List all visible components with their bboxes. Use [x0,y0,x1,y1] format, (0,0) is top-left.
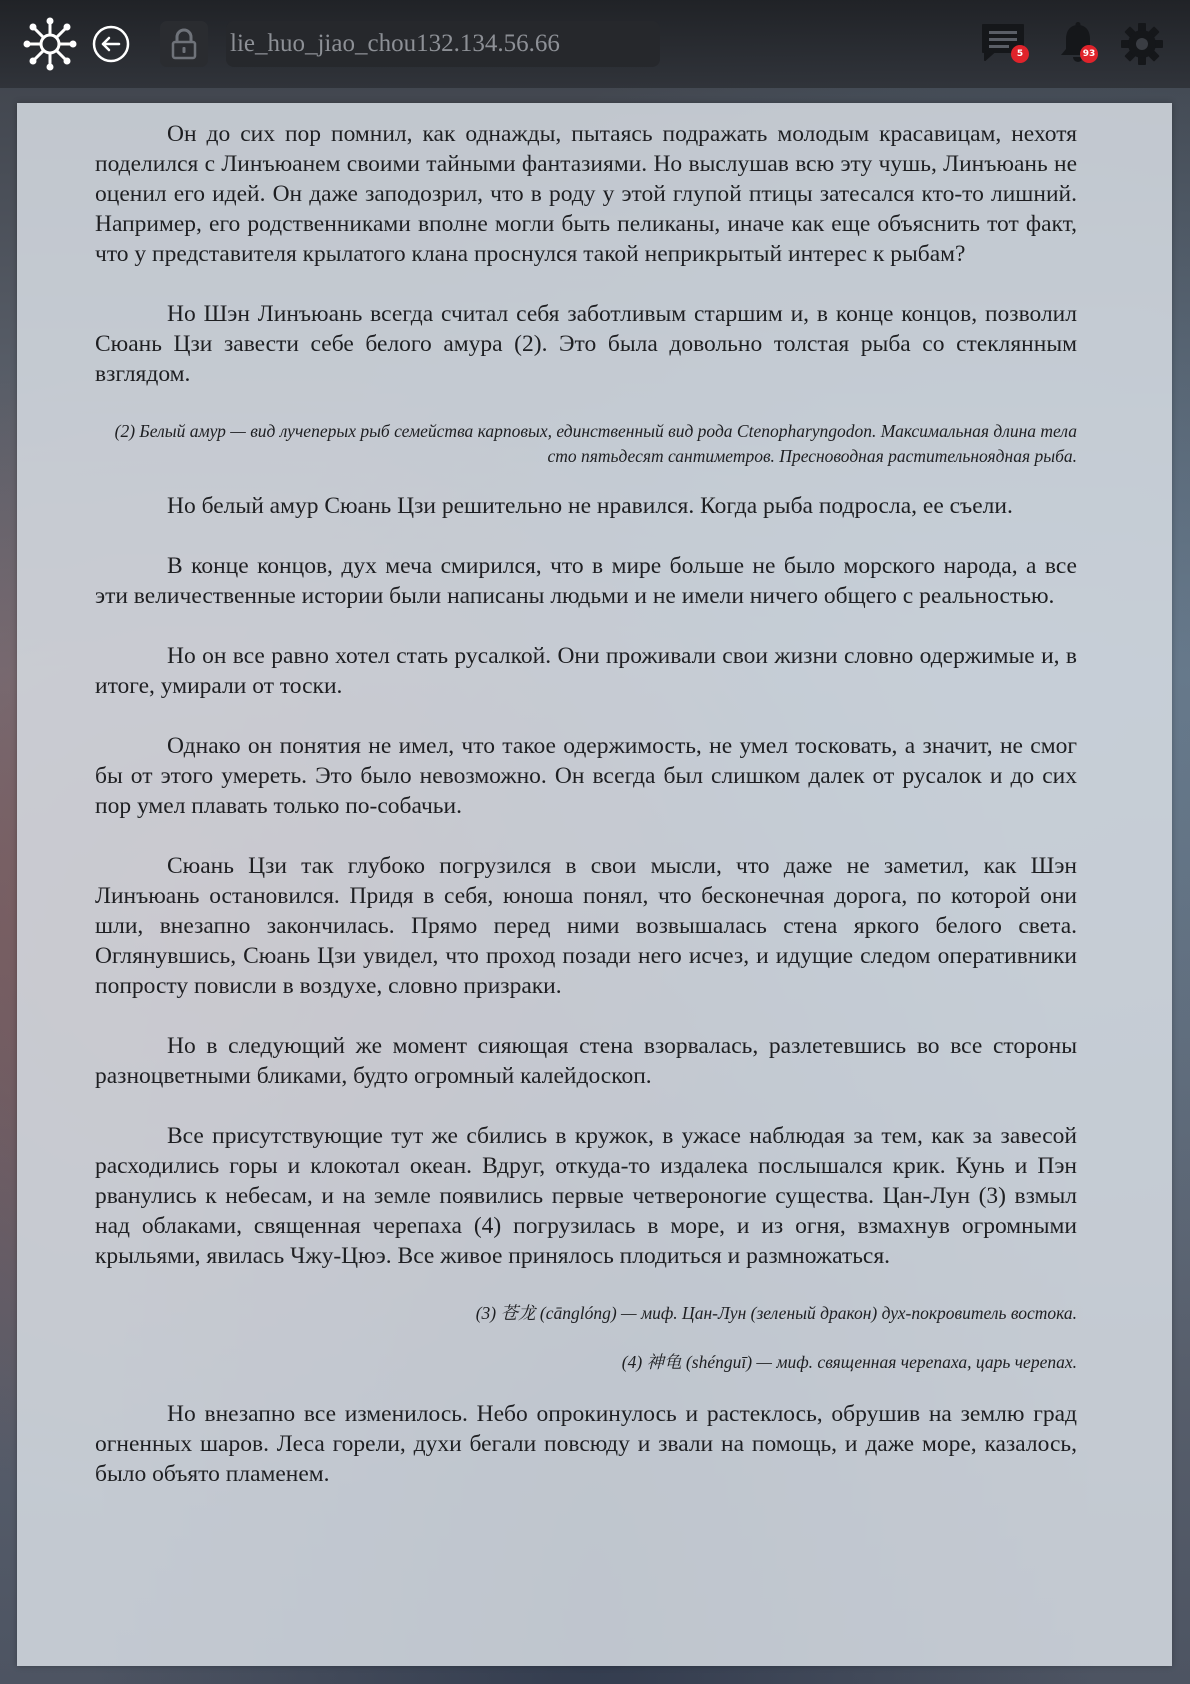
back-arrow-icon[interactable] [92,25,130,63]
footnote: (4) 神龟 (shénguī) — миф. священная черепаха, царь черепах. [621,1352,1077,1372]
network-hub-icon[interactable] [22,16,78,72]
paragraph: Все присутствующие тут же сбились в кружок, в ужасе наблюдая за тем, как за завесой расходились горы и клокотал океан. Вдруг, откуда-то издалека послышался крик. Кунь и Пэн рванулись к небесам, и на земле появились первые четвероногие существа. Цан-Лун (3) взмыл над облаками, священная черепаха (4) погрузилась в море, и из огня, взмахнув огромными крыльями, явилась Чжу-Цюэ. Все живое принялось плодиться и размножаться. [95,1123,1077,1269]
paragraph: Однако он понятия не имел, что такое одержимость, не умел тосковать, а значит, не смог бы от этого умереть. Это было невозможно. Он всегда был слишком далек от русалок и до сих пор умел плавать только по-собачьи. [95,733,1077,819]
document-content [95,119,1077,1519]
bell-badge: 93 [1080,45,1098,63]
paragraph: Но Шэн Линъюань всегда считал себя заботливым старшим и, в конце концов, позволил Сюань Цзи завести себе белого амура (2). Это была довольно толстая рыба со стеклянным взглядом. [95,301,1077,387]
gear-icon[interactable] [1118,20,1166,68]
top-bar [0,0,1190,88]
paragraph: Но белый амур Сюань Цзи решительно не нравился. Когда рыба подросла, ее съели. [167,493,1013,519]
paragraph: Он до сих пор помнил, как однажды, пытаясь подражать молодым красавицам, нехотя поделился с Линъюанем своими тайными фантазиями. Но выслушав всю эту чушь, Линъюань не оценил его идей. Он даже заподозрил, что в роду у этой глупой птицы затесался кто-то лишний. Например, его родственниками вполне могли быть пеликаны, иначе как еще объяснить тот факт, что у представителя крылатого клана проснулся такой неприкрытый интерес к рыбам? [95,121,1077,267]
chat-badge: 5 [1011,45,1029,63]
paragraph: Но он все равно хотел стать русалкой. Они проживали свои жизни словно одержимые и, в итоге, умирали от тоски. [95,643,1077,699]
paragraph: Но в следующий же момент сияющая стена взорвалась, разлетевшись во все стороны разноцветными бликами, будто огромный калейдоскоп. [95,1033,1077,1089]
paragraph: В конце концов, дух меча смирился, что в мире больше не было морского народа, а все эти величественные истории были написаны людьми и не имели ничего общего с реальностью. [95,553,1077,609]
lock-icon[interactable] [160,21,208,67]
document-page [17,103,1172,1666]
footnote: (2) Белый амур — вид лучеперых рыб семейства карповых, единственный вид рода Ctenopharyngodon. Максимальная длина тела сто пятьдесят сантиметров. Пресноводная растительноядная рыба. [114,421,1077,466]
address-input[interactable] [226,21,660,67]
footnote: (3) 苍龙 (cānglóng) — миф. Цан-Лун (зеленый дракон) дух-покровитель востока. [475,1303,1077,1323]
paragraph: Но внезапно все изменилось. Небо опрокинулось и растеклось, обрушив на землю град огненных шаров. Леса горели, духи бегали повсюду и звали на помощь, и даже море, казалось, было объято пламенем. [95,1401,1077,1487]
paragraph: Сюань Цзи так глубоко погрузился в свои мысли, что даже не заметил, как Шэн Линъюань остановился. Придя в себя, юноша понял, что бесконечная дорога, по которой они шли, внезапно закончилась. Прямо перед ними возвышалась стена яркого белого света. Оглянувшись, Сюань Цзи увидел, что проход позади него исчез, и идущие следом оперативники попросту повисли в воздухе, словно призраки. [95,853,1077,999]
